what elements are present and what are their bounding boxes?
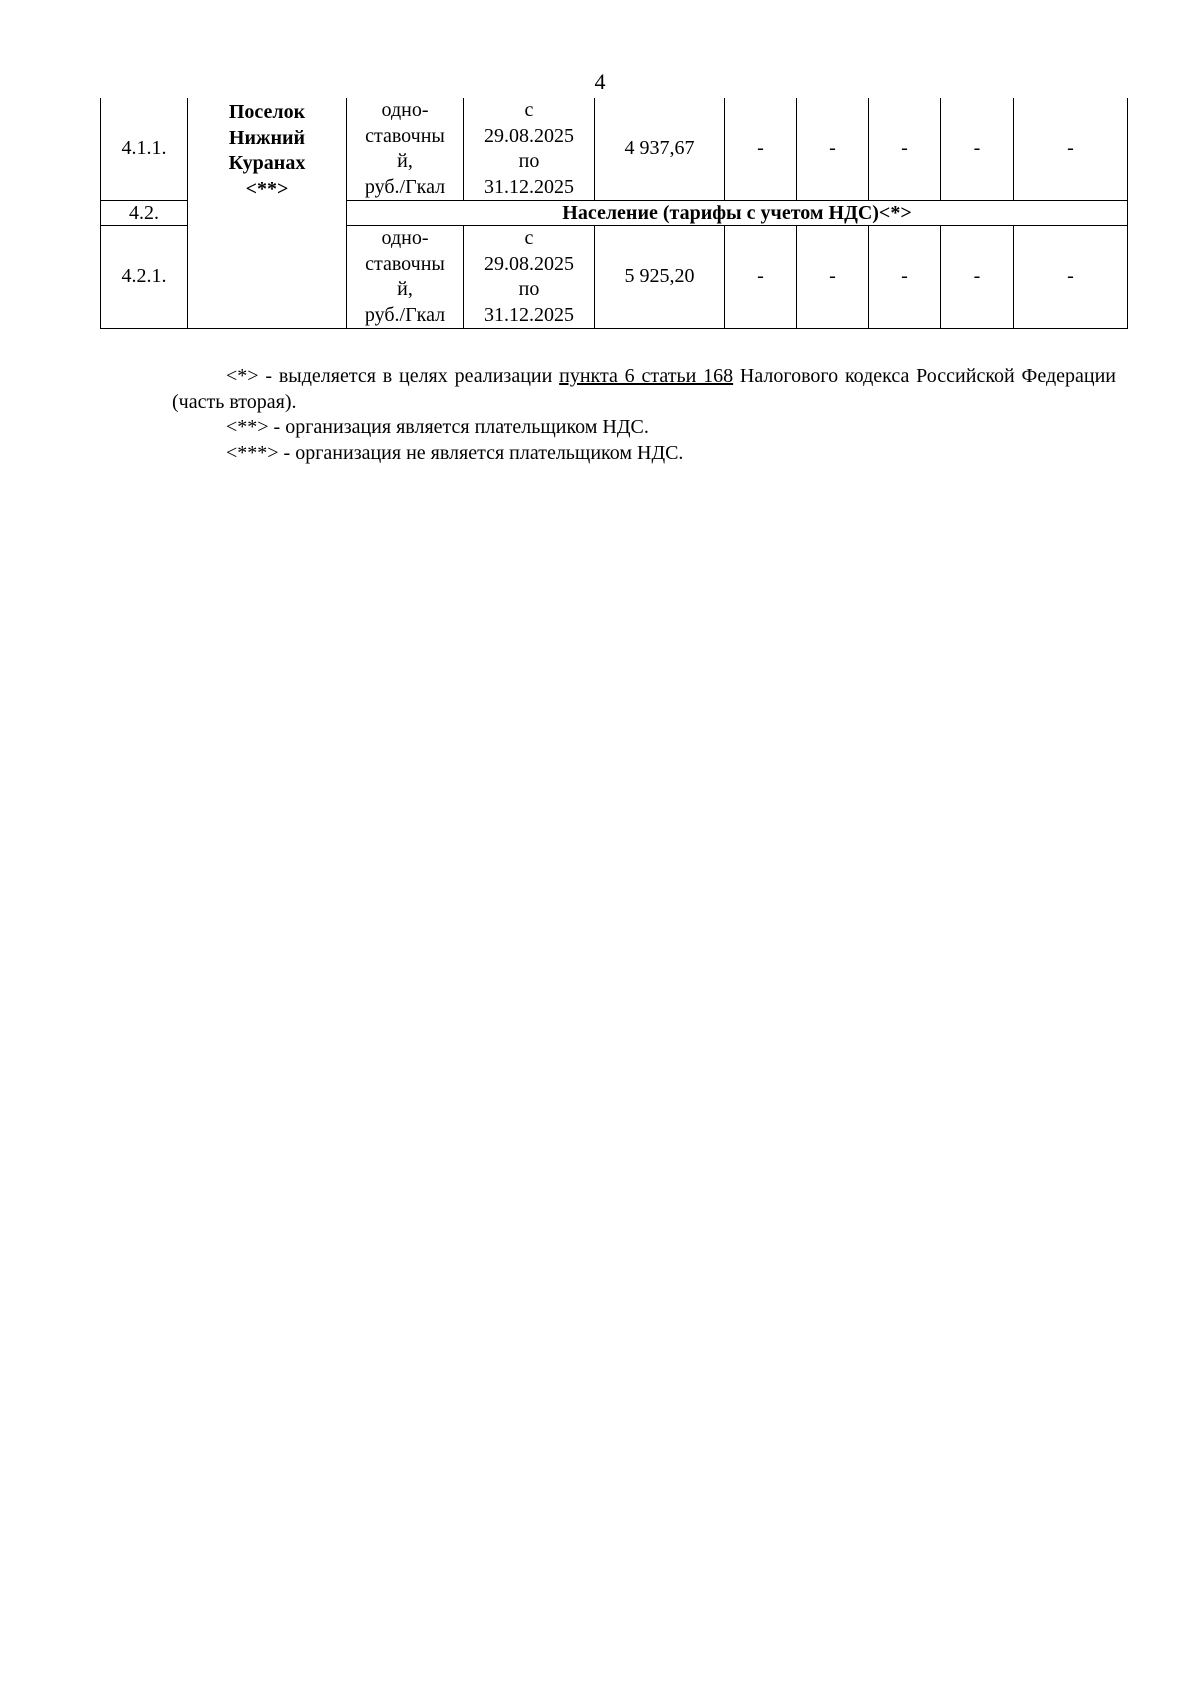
empty-value-cell: - [941,226,1014,329]
row-number: 4.1.1. [101,98,188,201]
empty-value-cell: - [1014,98,1128,201]
location-line: <**> [245,177,289,200]
tariff-type-line: руб./Гкал [364,175,446,198]
tariff-value: 4 937,67 [595,98,725,201]
location-line: Поселок [228,101,306,123]
footnotes [172,364,1116,466]
page-number: 4 [594,69,606,94]
tariff-type-line: одно- [381,227,429,249]
location-line: Нижний [228,126,306,149]
footnote-text: <*> - выделяется в целях реализации [226,365,560,387]
empty-value-cell: - [1014,226,1128,329]
empty-value-cell: - [797,98,869,201]
period-line: 29.08.2025 [484,252,574,275]
tariff-type-line: ставочны [365,252,445,275]
footnote-not-vat-payer: <***> - организация не является плательщиком НДС. [226,441,684,464]
tariff-value: 5 925,20 [595,226,725,329]
footnote-vat-payer: <**> - организация является плательщиком НДС. [226,416,649,438]
period-cell [464,226,595,329]
table-row [101,98,1128,201]
tariff-type-cell [347,226,464,329]
period-line: по [518,278,540,300]
tariff-type-line: руб./Гкал [364,303,446,326]
empty-value-cell: - [869,226,941,329]
empty-value-cell: - [725,226,797,329]
period-line: с [524,99,534,121]
location-cell [188,98,347,329]
period-cell [464,98,595,201]
empty-value-cell: - [797,226,869,329]
tariff-type-line: одно- [381,99,429,121]
empty-value-cell: - [725,98,797,201]
tariff-table [100,98,1128,329]
row-number: 4.2.1. [101,226,188,329]
footnote-vat-separated [172,364,1116,415]
section-header: Население (тарифы с учетом НДС)<*> [347,201,1128,226]
empty-value-cell: - [869,98,941,201]
period-line: 29.08.2025 [484,124,574,147]
period-line: 31.12.2025 [484,303,574,326]
footnote-text: Налогового кодекса Российской Федерации (часть вторая). [172,365,1116,413]
tax-code-link[interactable]: пункта 6 статьи 168 [559,365,734,387]
period-line: 31.12.2025 [484,175,574,198]
empty-value-cell: - [941,98,1014,201]
row-number: 4.2. [101,201,188,226]
tariff-type-line: й, [397,278,413,300]
period-line: по [518,150,540,172]
tariff-type-line: й, [397,150,413,172]
location-line: Куранах [228,152,306,174]
tariff-type-cell [347,98,464,201]
period-line: с [524,227,534,249]
tariff-type-line: ставочны [365,124,445,147]
